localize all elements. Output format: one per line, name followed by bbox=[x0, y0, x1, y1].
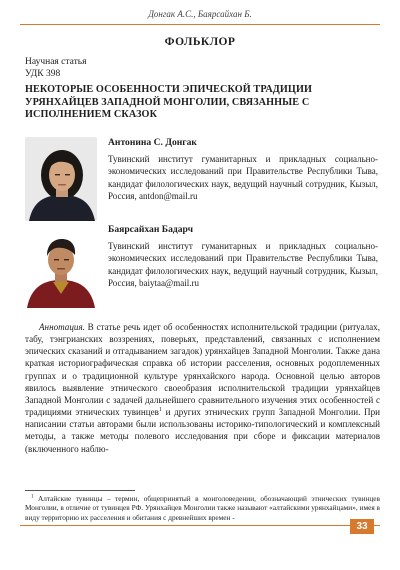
abstract-label: Аннотация. bbox=[39, 322, 85, 332]
abstract bbox=[25, 321, 380, 455]
running-header: Донгак А.С., Баярсайхан Б. bbox=[148, 9, 252, 19]
section-title: ФОЛЬКЛОР bbox=[164, 36, 236, 48]
footnote bbox=[25, 494, 380, 522]
article-title: НЕКОТОРЫЕ ОСОБЕННОСТИ ЭПИЧЕСКОЙ ТРАДИЦИИ УРЯНХАЙЦЕВ ЗАПАДНОЙ МОНГОЛИИ, СВЯЗАННЫЕ С ИСПОЛНЕНИЕМ СКАЗОК bbox=[25, 84, 312, 120]
footnote-text: Алтайские тувинцы – термин, общепринятый в монголоведении, обозначающий этнических тувинцев Монголии, в отличие от тувинцев РФ. Урянхайцев Монголии также называют «алтайскими урянхайцами», имея в виду территорию их расселения и обитания с древнейших времен - bbox=[25, 494, 380, 522]
author-name: Баярсайхан Бадарч bbox=[108, 224, 194, 235]
article-type: Научная статья bbox=[25, 57, 87, 67]
author-affiliation: Тувинский институт гуманитарных и прикладных социально-экономических исследований при Правительстве Республики Тыва, кандидат филологических наук, ведущий научный сотрудник, Кызыл, Россия, antdon@mail.ru bbox=[108, 154, 378, 201]
footer-rule bbox=[20, 525, 380, 526]
footnote-marker: 1 bbox=[31, 494, 34, 500]
abstract-text: В статье речь идет об особенностях исполнительской традиции (ритуалах, табу, тэнгрианских воззрениях, поверьях, представлений, связанных с исполнением эпических сказаний и отгадыванием загадок) урянхайцев Западной Монголии. Также дана краткая историографическая справка об истории расселения, основных родоплеменных группах и о традиционной культуре урянхайского народа. Основной целью авторов явилось выявление этнического своеобразия исполнительской традиции урянхайцев Западной Монголии с задачей дальнейшего сравнительного изучения этих особенностей с традициями этнических тувинцев bbox=[25, 322, 380, 418]
footnote-ref: 1 bbox=[158, 407, 162, 414]
author-photo bbox=[25, 137, 97, 221]
author-name: Антонина С. Донгак bbox=[108, 137, 197, 148]
udc-code: УДК 398 bbox=[25, 69, 61, 79]
page-number: 33 bbox=[350, 519, 374, 534]
abstract-text-continued: и других этнических групп Западной Монголии. При написании статьи авторами были использованы историко-типологический и комплексный методы, а также методы полевого исследования при сборе и фиксации материалов (включенного наблю- bbox=[25, 407, 380, 454]
header-rule bbox=[20, 24, 380, 25]
author-photo bbox=[25, 224, 97, 308]
author-affiliation: Тувинский институт гуманитарных и прикладных социально-экономических исследований при Правительстве Республики Тыва, кандидат филологических наук, ведущий научный сотрудник, Кызыл, Россия, baiytaa@mail.ru bbox=[108, 241, 378, 288]
footnote-rule bbox=[25, 490, 135, 491]
